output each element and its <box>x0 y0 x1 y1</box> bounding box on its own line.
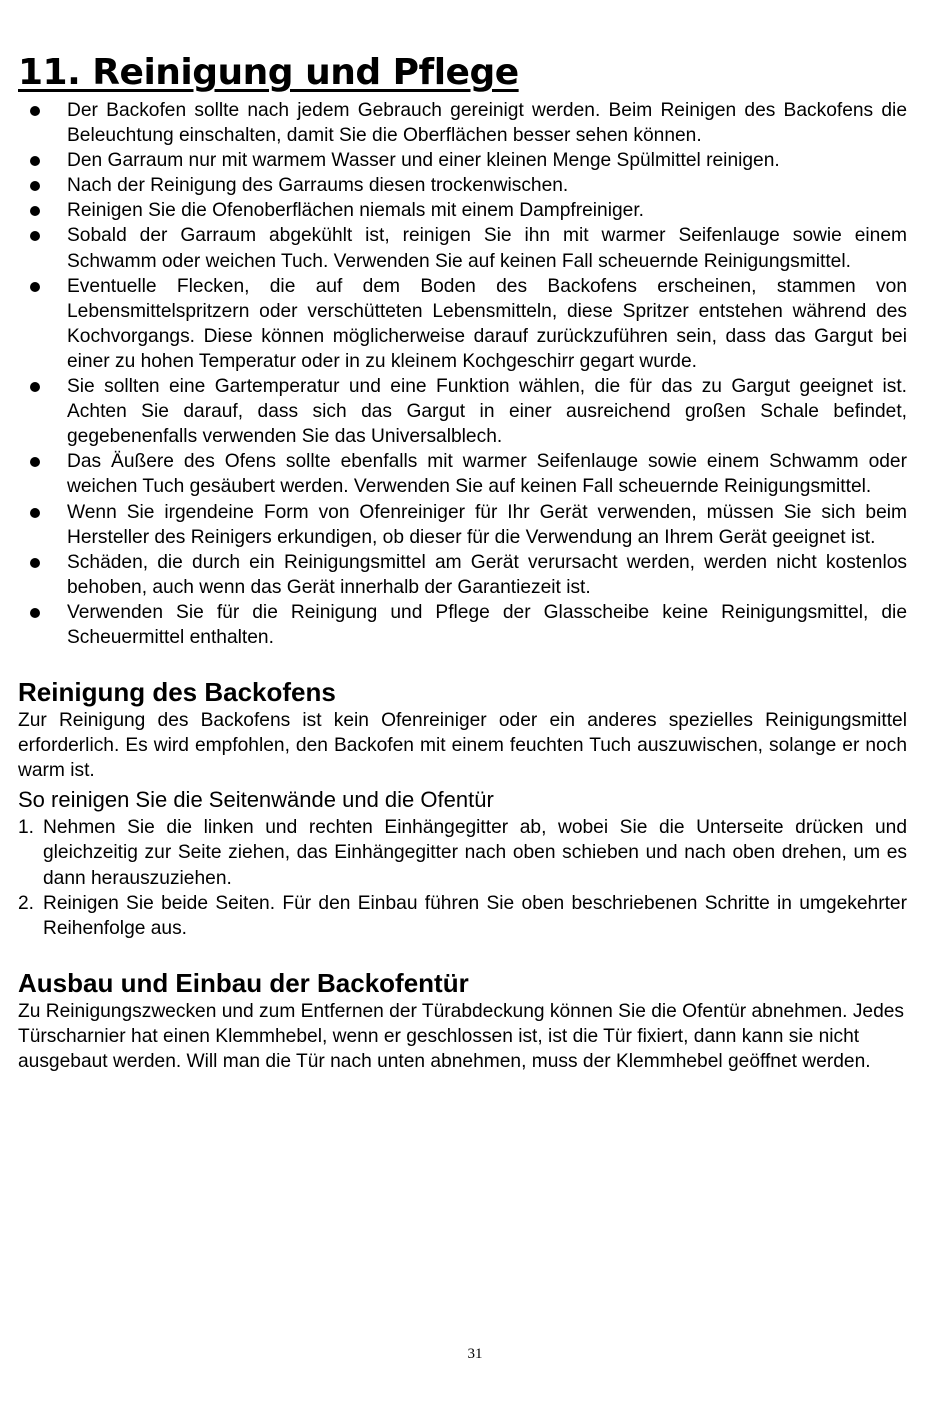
page-title: 11. Reinigung und Pflege <box>18 52 519 93</box>
steps-list <box>18 815 907 940</box>
bullet-item: Sobald der Garraum abgekühlt ist, reinigen Sie ihn mit warmer Seifenlauge sowie einem Schwamm oder weichen Tuch. Verwenden Sie auf keinen Fall scheuernde Reinigungsmittel. <box>18 223 907 273</box>
bullet-item: Schäden, die durch ein Reinigungsmittel am Gerät verursacht werden, werden nicht kostenlos behoben, auch wenn das Gerät innerhalb der Garantiezeit ist. <box>18 550 907 600</box>
step-item <box>18 891 907 941</box>
bullet-item: Das Äußere des Ofens sollte ebenfalls mit warmer Seifenlauge sowie einem Schwamm oder weichen Tuch gesäubert werden. Verwenden Sie auf keinen Fall scheuernde Reinigungsmittel. <box>18 449 907 499</box>
bullet-item: Sie sollten eine Gartemperatur und eine Funktion wählen, die für das zu Gargut geeignet ist. Achten Sie darauf, dass sich das Gargut in einer ausreichend großen Schale befindet, gegebenenfalls verwenden Sie das Universalblech. <box>18 374 907 449</box>
section-heading-oven-cleaning: Reinigung des Backofens <box>18 677 336 708</box>
cleaning-tips-list <box>18 98 907 650</box>
document-page <box>18 50 907 1074</box>
spacer <box>18 941 907 967</box>
section-paragraph: Zu Reinigungszwecken und zum Entfernen der Türabdeckung können Sie die Ofentür abnehmen. Jedes Türscharnier hat einen Klemmhebel, wenn er geschlossen ist, ist die Tür fixiert, dann kann sie nicht ausgebaut werden. Will man die Tür nach unten abnehmen, muss der Klemmhebel geöffnet werden. <box>18 1000 905 1072</box>
bullet-item: Eventuelle Flecken, die auf dem Boden des Backofens erscheinen, stammen von Lebensmittelspritzern oder verschütteten Lebensmitteln, diese Spritzer entstehen während des Kochvorgangs. Diese können möglicherweise darauf zurückzuführen sein, dass das Gargut bei einer zu hohen Temperatur oder in zu kleinem Kochgeschirr gegart wurde. <box>18 274 907 374</box>
step-text: Nehmen Sie die linken und rechten Einhängegitter ab, wobei Sie die Unterseite drücken und gleichzeitig zur Seite ziehen, das Einhängegitter nach oben schieben und nach oben drehen, um es dann herauszuziehen. <box>43 817 907 889</box>
section-heading-door-removal: Ausbau und Einbau der Backofentür <box>18 967 469 998</box>
bullet-item: Nach der Reinigung des Garraums diesen trockenwischen. <box>18 173 907 198</box>
step-number: 2. <box>18 892 35 914</box>
step-text: Reinigen Sie beide Seiten. Für den Einbau führen Sie oben beschriebenen Schritte in umgekehrter Reihenfolge aus. <box>43 892 907 939</box>
page-number: 31 <box>467 1346 483 1362</box>
step-number: 1. <box>18 817 35 839</box>
spacer <box>18 650 907 676</box>
subsection-heading-side-walls: So reinigen Sie die Seitenwände und die Ofentür <box>18 787 494 813</box>
step-item <box>18 815 907 890</box>
bullet-item: Reinigen Sie die Ofenoberflächen niemals mit einem Dampfreiniger. <box>18 198 907 223</box>
bullet-item: Der Backofen sollte nach jedem Gebrauch gereinigt werden. Beim Reinigen des Backofens die Beleuchtung einschalten, damit Sie die Oberflächen besser sehen können. <box>18 98 907 148</box>
section-paragraph: Zur Reinigung des Backofens ist kein Ofenreiniger oder ein anderes spezielles Reinigungsmittel erforderlich. Es wird empfohlen, den Backofen mit einem feuchten Tuch auszuwischen, solange er noch warm ist. <box>18 710 907 782</box>
bullet-item: Verwenden Sie für die Reinigung und Pflege der Glasscheibe keine Reinigungsmittel, die Scheuermittel enthalten. <box>18 600 907 650</box>
bullet-item: Wenn Sie irgendeine Form von Ofenreiniger für Ihr Gerät verwenden, müssen Sie sich beim Hersteller des Reinigers erkundigen, ob dieser für die Verwendung an Ihrem Gerät geeignet ist. <box>18 500 907 550</box>
bullet-item: Den Garraum nur mit warmem Wasser und einer kleinen Menge Spülmittel reinigen. <box>18 148 907 173</box>
